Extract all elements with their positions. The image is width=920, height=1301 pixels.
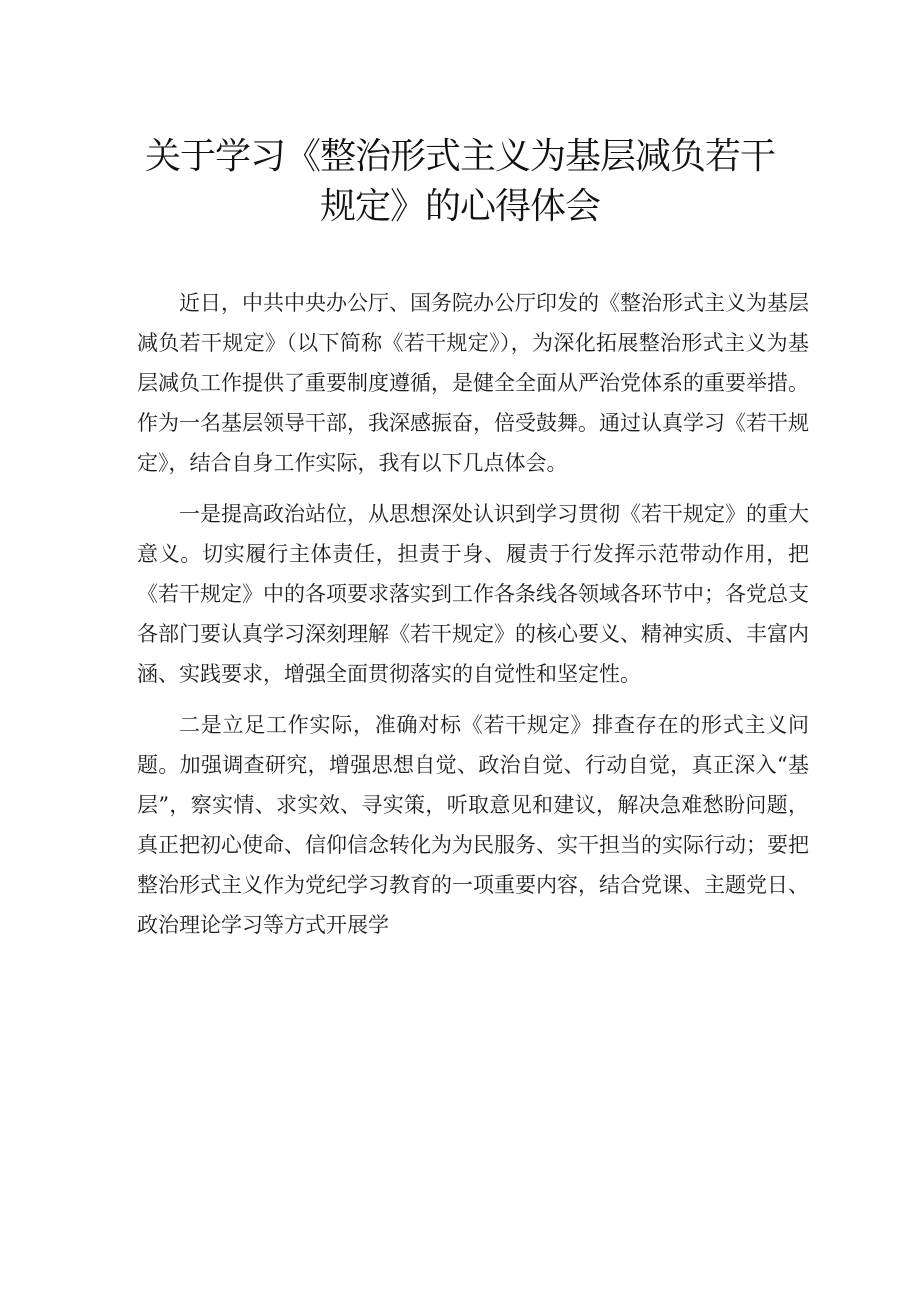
document-body	[137, 283, 809, 956]
paragraph-intro: 近日，中共中央办公厅、国务院办公厅印发的《整治形式主义为基层减负若干规定》（以下简称《若干规定》），为深化拓展整治形式主义为基层减负工作提供了重要制度遵循，是健全全面从严治党体系的重要举措。作为一名基层领导干部，我深感振奋，倍受鼓舞。通过认真学习《若干规定》，结合自身工作实际，我有以下几点体会。	[137, 291, 809, 475]
paragraph-point-2: 二是立足工作实际，准确对标《若干规定》排查存在的形式主义问题。加强调查研究，增强思想自觉、政治自觉、行动自觉，真正深入“基层”，察实情、求实效、寻实策，听取意见和建议，解决急难愁盼问题，真正把初心使命、信仰信念转化为为民服务、实干担当的实际行动；要把整治形式主义作为党纪学习教育的一项重要内容，结合党课、主题党日、政治理论学习等方式开展学	[137, 713, 809, 937]
document-title	[0, 132, 920, 232]
title-line-2: 规定》的心得体会	[319, 186, 600, 227]
title-line-1: 关于学习《整治形式主义为基层减负若干	[144, 136, 775, 177]
paragraph-point-1: 一是提高政治站位，从思想深处认识到学习贯彻《若干规定》的重大意义。切实履行主体责任，担责于身、履责于行发挥示范带动作用，把《若干规定》中的各项要求落实到工作各条线各领域各环节中；各党总支各部门要认真学习深刻理解《若干规定》的核心要义、精神实质、丰富内涵、实践要求，增强全面贯彻落实的自觉性和坚定性。	[137, 502, 809, 686]
